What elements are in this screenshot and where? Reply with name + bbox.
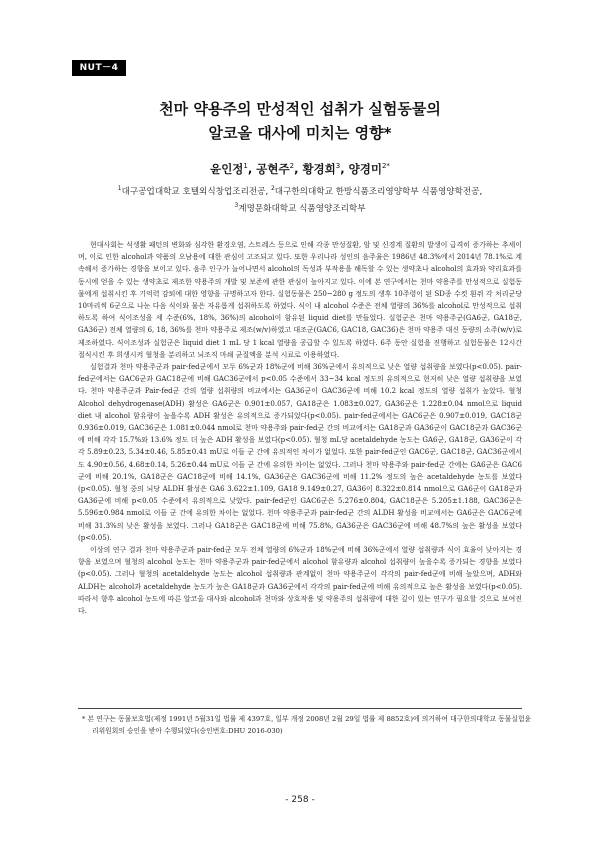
- author-mark: 2: [289, 162, 295, 171]
- author-mark: 3: [335, 162, 341, 171]
- affiliation-mark: 3: [234, 201, 239, 209]
- affiliation-line-1: [60, 182, 540, 199]
- author-name: 공현주: [256, 162, 290, 176]
- affiliation-text: 대구한의대학교 한방식품조리영양학부 식품영양학전공,: [274, 186, 483, 197]
- affiliation-line-2: [60, 199, 540, 216]
- author-name: 황경희: [302, 162, 336, 176]
- author-name: 양경미: [348, 162, 382, 176]
- footnote: * 본 연구는 동물보호법(제정 1991년 5월31일 법률 제 4397호, 일부 개정 2008년 2월 29일 법률 제 8852호)에 의거하여 대구한의대학교 동물실험윤리위원회의 승인을 받아 수행되었다(승인번호:DHU 2016-030): [82, 715, 532, 735]
- affiliation-text: 계명문화대학교 식품영양조리학부: [238, 203, 366, 214]
- title-line-1: 천마 약용주의 만성적인 섭취가 실험동물의: [159, 100, 441, 118]
- author-mark: 1: [243, 162, 248, 171]
- paper-title: [60, 97, 540, 145]
- title-line-2: 알코올 대사에 미치는 영향*: [208, 124, 392, 142]
- affiliation-text: 대구공업대학교 호텔외식창업조리전공,: [121, 186, 271, 197]
- session-badge: NUT－4: [72, 60, 126, 76]
- body-paragraph-results: 실험결과 천마 약용주군과 pair-fed군에서 모두 6%군과 18%군에 비해 36%군에서 유의적으로 낮은 열량 섭취량을 보였다(p<0.05). pair-fed군에서는 GAC6군과 GAC18군에 비해 GAC36군에서 p<0.05 수준에서 33~34 kcal 정도의 유의적으로 현저히 낮은 열량 섭취량을 보였다. 천마 약용주군과 Pair-fed군 간의 열량 섭취량의 비교에서는 GA36군이 GAC36군에 비해 10.2 kcal 정도의 열량 섭취가 높았다. 혈청 Alcohol dehydrogenase(ADH) 활성은 GA6군은 0.901±0.057, GA18군은 1.083±0.027, GA36군은 1.228±0.04 nmol으로 liquid diet 내 alcohol 함유량이 높을수록 ADH 활성은 유의적으로 증가되었다(p<0.05). pair-fed군에서는 GAC6군은 0.907±0.019, GAC18군 0.936±0.019, GAC36군은 1.081±0.044 nmol로 천마 약용주와 pair-fed군 간의 비교에서는 GA18군과 GA36군이 GAC18군과 GAC36군에 비해 각각 15.7%와 13.6% 정도 더 높은 ADH 활성을 보였다(p<0.05). 혈청 mL당 acetaldehyde 농도는 GA6군, GA18군, GA36군이 각각 5.89±0.23, 5.34±0.46, 5.85±0.41 mU로 이들 군 간에 유의적인 차이가 없었다. 또한 pair-fed군인 GAC6군, GAC18군, GAC36군에서도 4.90±0.56, 4.68±0.14, 5.26±0.44 mU로 이들 군 간에 유의한 차이는 없었다. 그러나 천마 약용주와 pair-fed군 간에는 GA6군은 GAC6군에 비해 20.1%, GA18군은 GAC18군에 비해 14.1%, GA36군은 GAC36군에 비해 11.2% 정도의 높은 acetaldehyde 농도를 보였다(p<0.05). 혈청 중의 뇌당 ALDH 활성은 GA6 3.622±1.109, GA18 9.149±0.27, GA36이 8.322±0.814 nmol으로 GA6군이 GA18군과 GA36군에 비해 p<0.05 수준에서 유의적으로 낮았다. pair-fed군인 GAC6군은 5.276±0.804, GAC18군은 5.205±1.188, GAC36군은 5.596±0.984 nmol로 이들 군 간에 유의한 차이는 없었다. 천마 약용주군과 pair-fed군 간의 ALDH 활성을 비교에서는 GA6군은 GAC6군에 비해 31.3%의 낮은 활성을 보였다. 그러나 GA18군은 GAC18군에 비해 75.8%, GA36군은 GAC36군에 비해 48.7%의 높은 활성을 보였다(p<0.05).: [78, 363, 522, 542]
- affiliation-mark: 1: [117, 185, 122, 192]
- abstract-body: [78, 239, 522, 617]
- body-paragraph-intro: 현대사회는 식생활 패턴의 변화와 심각한 환경오염, 스트레스 등으로 인해 각종 만성질환, 암 및 신경계 질환의 발생이 급격히 증가하는 추세이며, 이로 인한 alcohol과 약품의 오남용에 대한 관심이 고조되고 있다. 또한 우리나라 성인의 음주율은 1986년 48.3%에서 2014년 78.1%로 계속해서 증가하는 경향을 보이고 있다. 음주 인구가 늘어나면서 alcohol의 독성과 부작용을 해독할 수 있는 생약초나 alcohol의 효과와 약리효과를 동시에 얻을 수 있는 생약초로 제조한 약용주의 개발 및 보존에 관한 관심이 높아지고 있다. 이에 본 연구에서는 천마 약용주를 만성적으로 실험동물에게 섭취시킨 후 기억력 감퇴에 대한 영향을 규명하고자 한다. 실험동물은 250~280 g 정도의 생후 10주령이 된 SD종 수컷 흰쥐 각 처리군당 10마리씩 6군으로 나눈 다음 식이와 물은 자유롭게 섭취하도록 하였다. 식이 내 alcohol 수준은 전체 열량의 36%를 alcohol로 만성적으로 섭취하도록 하여 식이조성을 세 수준(6%, 18%, 36%)의 alcohol이 함유된 liquid diet를 만들었다. 실험군은 천마 약용주군(GA6군, GA18군, GA36군) 전체 열량의 6, 18, 36%를 천마 약용주로 제조(w/v)하였고 대조군(GAC6, GAC18, GAC36)은 천마 약용주 대신 동량의 소주(w/v)로 제조하였다. 식이조성과 실험군은 liquid diet 1 mL 당 1 kcal 열량을 공급할 수 있도록 하였다. 6주 동안 실험을 진행하고 실험동물은 12시간 절식시킨 후 희생시켜 혈청을 분리하고 뇌조직 마쇄 균질액을 분석 시료로 이용하였다.: [78, 241, 522, 359]
- affiliations: [60, 182, 540, 216]
- affiliation-mark: 2: [270, 185, 275, 192]
- body-paragraph-conclusion: 이상의 연구 결과 천마 약용주군과 pair-fed군 모두 전체 열량의 6%군과 18%군에 비해 36%군에서 열량 섭취량과 식이 효율이 낮아지는 경향을 보였으며 혈청의 alcohol 농도는 천마 약용주군과 pair-fed군에서 alcohol 함유량과 alcohol 섭취량이 높을수록 증가되는 경향을 보였다(p<0.05). 그러나 혈청의 acetaldehyde 농도는 alcohol 섭취량과 관계없이 천마 약용주군이 각각의 pair-fed군에 비해 높았으며, ADH와 ALDH는 alcohol과 acetaldehyde 농도가 높은 GA18군과 GA36군에서 각각의 pair-fed군에 비해 유의적으로 높은 활성을 보였다(p<0.05). 따라서 향후 alcohol 농도에 따른 알코올 대사와 alcohol과 천마와 상호작용 및 약용주의 섭취량에 대한 깊이 있는 연구가 필요할 것으로 보여진다.: [78, 546, 522, 616]
- author-name: 윤인정: [210, 162, 244, 176]
- page-number: - 258 -: [285, 795, 315, 805]
- author-mark: 2*: [381, 162, 390, 171]
- author-list: 윤인정$^1$, 공현주$^2$, 황경희$^3$, 양경미$^{2*}$: [210, 162, 390, 176]
- footnote-divider: [78, 708, 522, 709]
